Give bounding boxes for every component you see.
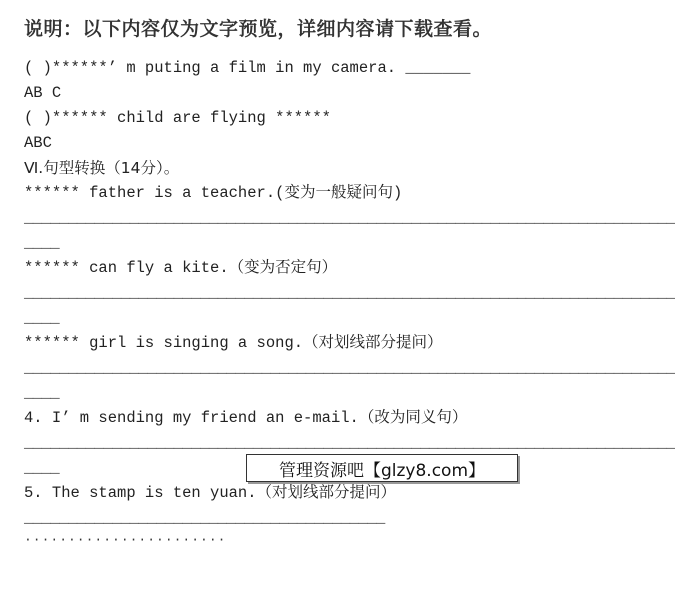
sentence-item: ****** girl is singing a song.（对划线部分提问） — [24, 334, 443, 352]
answer-line: ____ — [24, 309, 60, 327]
ellipsis-dots: ······················· — [24, 532, 227, 547]
sentence-item: 5. The stamp is ten yuan.（对划线部分提问） — [24, 484, 397, 502]
sentence-item: ****** father is a teacher.(变为一般疑问句) — [24, 184, 403, 202]
preview-notice: 说明：以下内容仅为文字预览，详细内容请下载查看。 — [24, 18, 493, 40]
section-heading: Ⅵ.句型转换（14分）。 — [24, 159, 180, 177]
answer-line: __________________________________________________________________________ — [24, 284, 675, 302]
answer-line: __________________________________________________________________________ — [24, 209, 675, 227]
answer-line: __________________________________________________________________________ — [24, 359, 675, 377]
answer-line: __________________________________________________________________________ — [24, 434, 675, 452]
answer-line: ____ — [24, 459, 60, 477]
question-line: ( )******’ m puting a film in my camera. _______ — [24, 59, 471, 77]
answer-line: ____ — [24, 384, 60, 402]
answer-line: _________________________________________ — [24, 509, 385, 527]
options-line: AB C — [24, 84, 62, 102]
sentence-item: 4. I’ m sending my friend an e-mail.（改为同义句） — [24, 409, 468, 427]
question-line: ( )****** child are flying ****** — [24, 109, 331, 127]
answer-line: ____ — [24, 234, 60, 252]
watermark-text: 管理资源吧【glzy8.com】 — [278, 460, 486, 481]
sentence-item: ****** can fly a kite.（变为否定句） — [24, 259, 338, 277]
options-line: ABC — [24, 134, 52, 152]
site-watermark[interactable] — [246, 454, 518, 482]
